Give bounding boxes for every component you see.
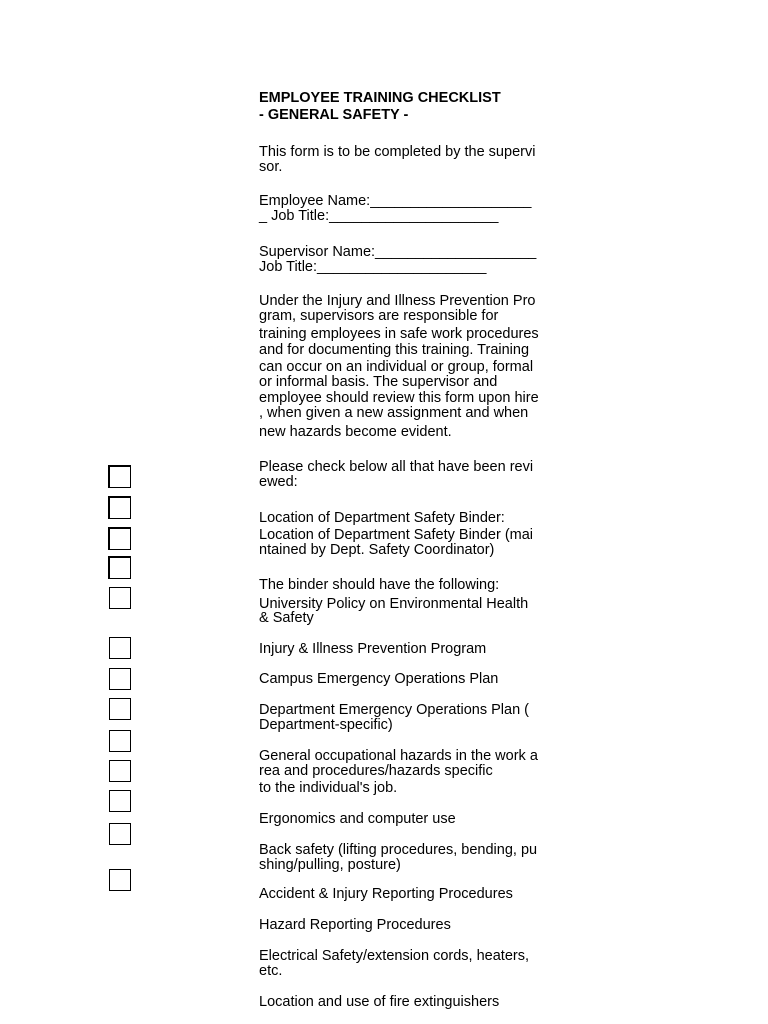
supervisor-name-field: Supervisor Name:____________________: [259, 244, 537, 260]
item-accident-reporting: Accident & Injury Reporting Procedures: [259, 886, 513, 902]
item-back-safety: Back safety (lifting procedures, bending, pu: [259, 842, 538, 858]
item-iipp: Injury & Illness Prevention Program: [259, 641, 487, 657]
item-deop: Department Emergency Operations Plan (: [259, 702, 529, 718]
check-prompt-line2: ewed:: [259, 474, 298, 490]
checkbox[interactable]: [108, 496, 131, 519]
checkbox[interactable]: [108, 465, 131, 488]
checkbox[interactable]: [109, 668, 131, 690]
checkbox[interactable]: [109, 760, 131, 782]
checkbox[interactable]: [109, 698, 131, 720]
item-ergonomics: Ergonomics and computer use: [259, 811, 456, 827]
employee-name-field: Employee Name:____________________: [259, 193, 532, 209]
checkbox[interactable]: [109, 730, 131, 752]
item-general-hazards: General occupational hazards in the work a: [259, 748, 538, 764]
checkbox[interactable]: [109, 637, 131, 659]
checkbox[interactable]: [109, 790, 131, 812]
item-electrical-safety: Electrical Safety/extension cords, heaters,: [259, 948, 529, 964]
instructions-line: or informal basis. The supervisor and: [259, 374, 498, 390]
item-fire-extinguishers: Location and use of fire extinguishers: [259, 994, 500, 1010]
item-ceop: Campus Emergency Operations Plan: [259, 671, 499, 687]
instructions-line: training employees in safe work procedures: [259, 326, 539, 342]
item-back-safety-cont: shing/pulling, posture): [259, 857, 401, 873]
supervisor-job-title-field: Job Title:_____________________: [259, 259, 487, 275]
instructions-line: and for documenting this training. Training: [259, 342, 530, 358]
intro-line2: sor.: [259, 159, 283, 175]
form-title-line1: EMPLOYEE TRAINING CHECKLIST: [259, 90, 501, 106]
instructions-line: new hazards become evident.: [259, 424, 452, 440]
item-hazard-reporting: Hazard Reporting Procedures: [259, 917, 451, 933]
item-deop-cont: Department-specific): [259, 717, 393, 733]
item-binder-maintained-cont: ntained by Dept. Safety Coordinator): [259, 542, 495, 558]
instructions-line: can occur on an individual or group, formal: [259, 359, 534, 375]
instructions-line: , when given a new assignment and when: [259, 405, 529, 421]
item-university-policy-cont: & Safety: [259, 610, 314, 626]
employee-job-title-field: _ Job Title:_____________________: [259, 208, 499, 224]
intro-line1: This form is to be completed by the supervi: [259, 144, 536, 160]
item-binder-location: Location of Department Safety Binder:: [259, 510, 505, 526]
item-binder-maintained: Location of Department Safety Binder (mai: [259, 527, 534, 543]
item-university-policy: University Policy on Environmental Health: [259, 596, 529, 612]
instructions-line: employee should review this form upon hire: [259, 390, 539, 406]
checkbox[interactable]: [108, 556, 131, 579]
item-electrical-safety-cont: etc.: [259, 963, 283, 979]
item-general-hazards-cont2: to the individual's job.: [259, 780, 398, 796]
checkbox[interactable]: [109, 823, 131, 845]
checkbox[interactable]: [108, 527, 131, 550]
item-binder-contents: The binder should have the following:: [259, 577, 500, 593]
item-general-hazards-cont: rea and procedures/hazards specific: [259, 763, 493, 779]
instructions-line: Under the Injury and Illness Prevention Pro: [259, 293, 536, 309]
checkbox[interactable]: [109, 587, 131, 609]
checkbox[interactable]: [109, 869, 131, 891]
form-title-line2: - GENERAL SAFETY -: [259, 107, 409, 123]
check-prompt-line1: Please check below all that have been revi: [259, 459, 534, 475]
instructions-line: gram, supervisors are responsible for: [259, 308, 499, 324]
